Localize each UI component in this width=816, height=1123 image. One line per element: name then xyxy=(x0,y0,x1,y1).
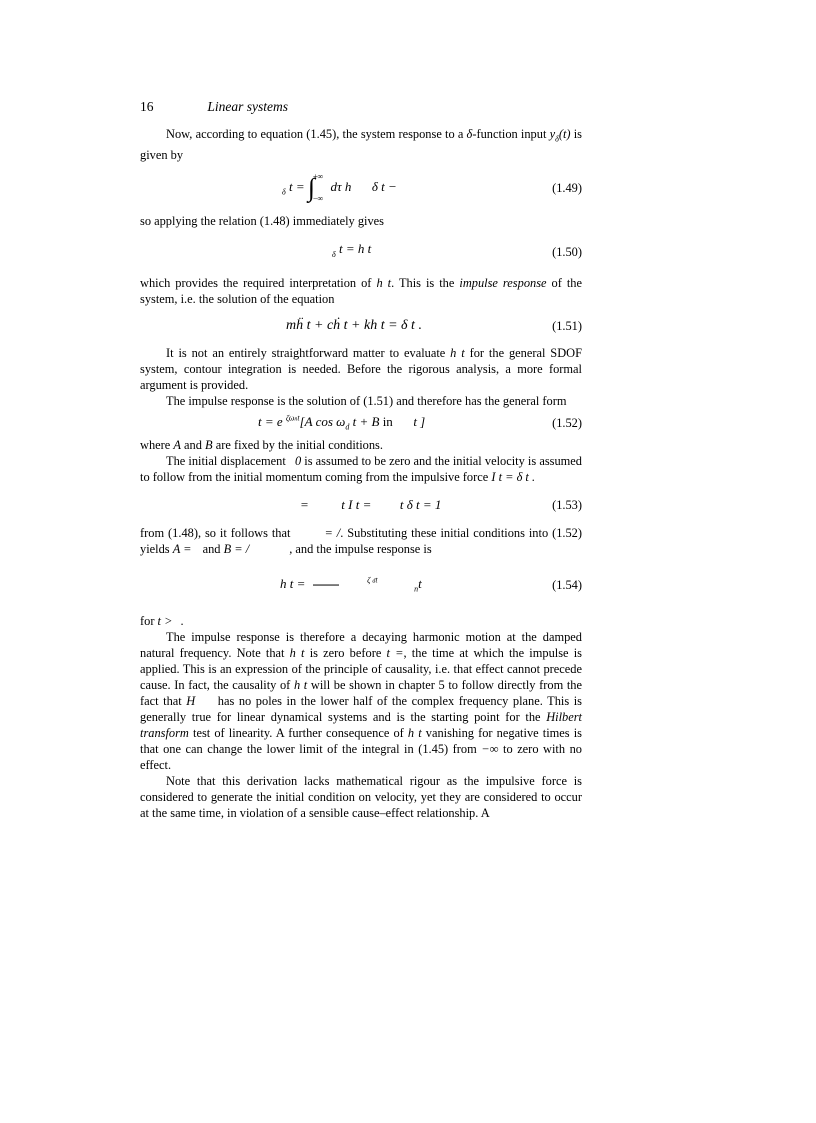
equation-number: (1.51) xyxy=(552,319,582,334)
equation-number: (1.54) xyxy=(552,578,582,593)
paragraph-9: for t > . xyxy=(140,614,184,629)
equation-1-52: t = e $^{\zeta\omega nt}$[A $\cos \omega_d$ t + B in t ] (1.52) xyxy=(258,414,582,432)
paragraph-7: The initial displacement 0 is assumed to be zero and the initial velocity is assumed to follow from the initial momentum coming from the impulsive force I t = δ t . xyxy=(140,454,582,485)
integral-sign: ∫ xyxy=(307,173,315,203)
paragraph-2: so applying the relation (1.48) immediately gives xyxy=(140,214,384,229)
equation-1-53: = t I t = t δ t = 1 (1.53) xyxy=(300,497,582,513)
equation-1-54: h t = $^{\zeta dt}$ $_n$t (1.54) xyxy=(280,576,582,594)
paragraph-3: which provides the required interpretation of h t. This is the impulse response of the system, i.e. the solution of the equation xyxy=(140,276,582,307)
paragraph-4: It is not an entirely straightforward matter to evaluate h t for the general SDOF system, contour integration is needed. Before the rigorous analysis, a more formal argument is provided. xyxy=(140,346,582,393)
paragraph-10: The impulse response is therefore a decaying harmonic motion at the damped natural frequency. Note that h t is zero before t =, the time at which the impulse is applied. This is an expression of the principle of causality, i.e. that effect cannot precede cause. In fact, the causality of h t will be shown in chapter 5 to follow directly from the fact that H has no poles in the lower half of the complex frequency plane. This is generally true for linear dynamical systems and is the starting point for the Hilbert transform test of linearity. A further consequence of h t vanishing for negative times is that one can change the lower limit of the integral in (1.45) from −∞ to zero with no effect. xyxy=(140,630,582,773)
equation-1-50: $_\delta$ t = h t (1.50) xyxy=(332,241,582,260)
body-text xyxy=(140,126,582,821)
running-title: Linear systems xyxy=(207,99,288,114)
equation-1-49: $_\delta$ t = ∫ +∞ −∞ dτ h δ t − (1.49) xyxy=(282,172,582,204)
page-header xyxy=(140,99,582,115)
equation-number: (1.49) xyxy=(552,181,582,196)
paragraph-8: from (1.48), so it follows that = /. Substituting these initial conditions into (1.52) yields A = and B = / , and the impulse response is xyxy=(140,526,583,557)
paragraph-6: where A and B are fixed by the initial conditions. xyxy=(140,438,383,453)
equation-1-51: mḧ t + cḣ t + kh t = δ t . (1.51) xyxy=(286,318,582,334)
equation-number: (1.53) xyxy=(552,498,582,513)
equation-number: (1.52) xyxy=(552,416,582,431)
page-number: 16 xyxy=(140,99,154,114)
paragraph-11: Note that this derivation lacks mathematical rigour as the impulsive force is considered to generate the initial condition on velocity, yet they are considered to occur at the same time, in violation of a sensible cause–effect relationship. A xyxy=(140,774,582,821)
paragraph-1: Now, according to equation (1.45), the system response to a δ-function input $y_\delta(t)$ is given by xyxy=(140,127,582,163)
fraction-bar xyxy=(313,585,339,586)
equation-number: (1.50) xyxy=(552,245,582,260)
paragraph-5: The impulse response is the solution of (1.51) and therefore has the general form xyxy=(166,394,567,409)
